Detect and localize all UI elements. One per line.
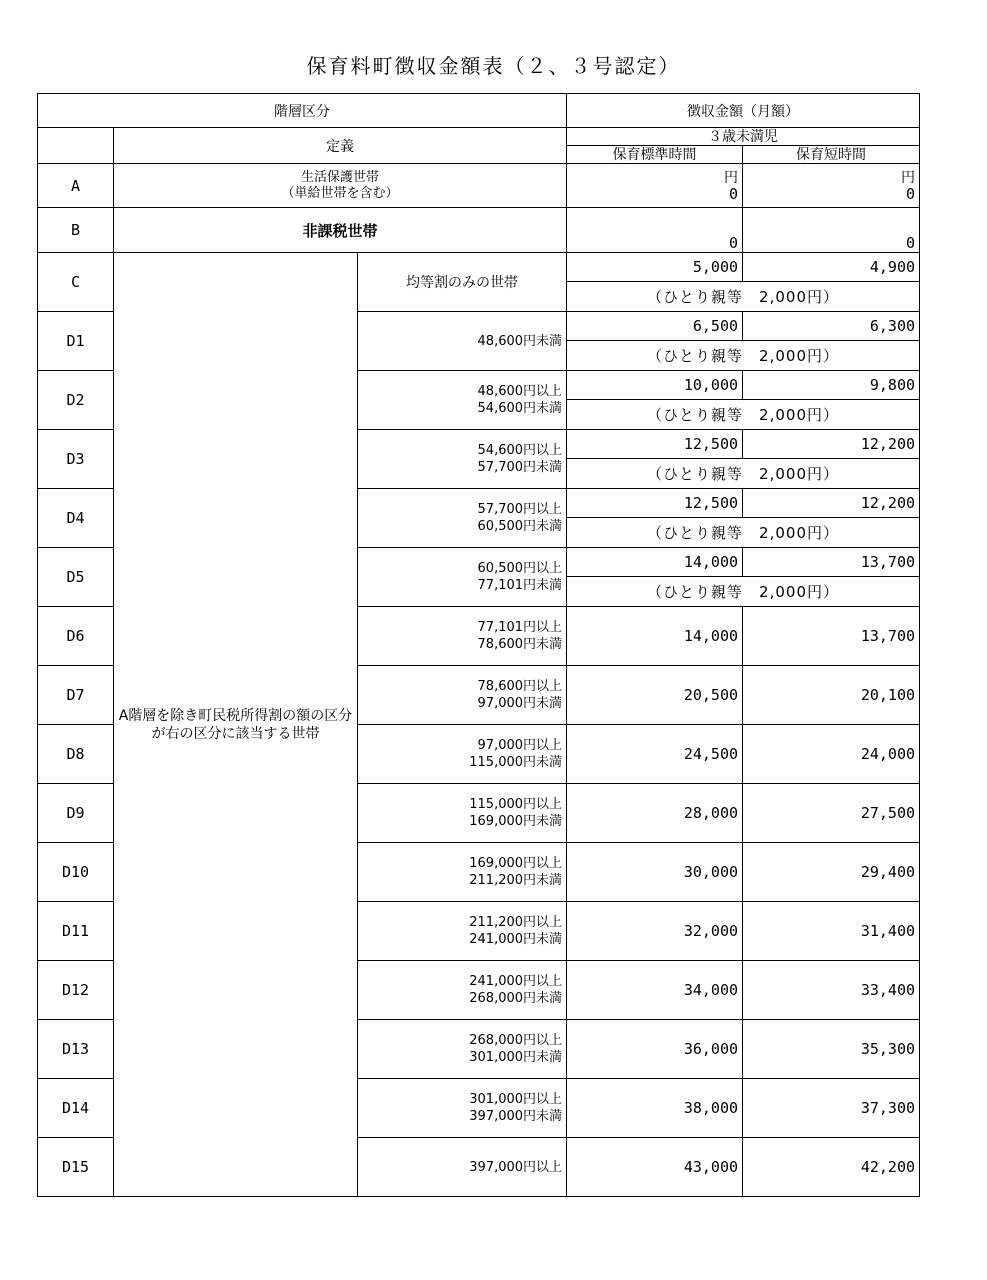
standard-time-amount: 34,000 [567,961,743,1020]
short-time-amount: 42,200 [743,1138,920,1197]
fee-table [37,93,920,1197]
income-range [358,371,567,430]
tier-code: D1 [38,312,114,371]
tier-code: B [38,208,114,253]
standard-time-amount: 28,000 [567,784,743,843]
short-time-amount: 27,500 [743,784,920,843]
tier-code: D12 [38,961,114,1020]
short-time-amount: 33,400 [743,961,920,1020]
standard-time-amount: 36,000 [567,1020,743,1079]
income-upper: 78,600円未満 [477,637,563,652]
short-time-amount: 37,300 [743,1079,920,1138]
tier-code: D7 [38,666,114,725]
income-lower: 77,101円以上 [477,620,563,635]
income-upper: 60,500円未満 [477,519,563,534]
short-time-amount: 29,400 [743,843,920,902]
income-upper: 57,700円未満 [477,460,563,475]
income-lower: 60,500円以上 [477,561,563,576]
income-range: 397,000円以上 [358,1138,567,1197]
income-lower: 268,000円以上 [469,1033,563,1048]
tier-code: D9 [38,784,114,843]
standard-time-amount: 6,500 [567,312,743,341]
tier-row [38,253,920,282]
income-range [358,1020,567,1079]
tier-code: D3 [38,430,114,489]
standard-time-amount: 30,000 [567,843,743,902]
income-lower: 97,000円以上 [477,738,563,753]
standard-time-amount: 32,000 [567,902,743,961]
income-range [358,607,567,666]
tier-code: A [38,164,114,208]
income-lower: 57,700円以上 [477,502,563,517]
short-time-amount: 12,200 [743,489,920,518]
tier-code: D8 [38,725,114,784]
standard-time-amount: 20,500 [567,666,743,725]
standard-time-amount: 14,000 [567,548,743,577]
short-time-amount: 35,300 [743,1020,920,1079]
income-lower: 169,000円以上 [469,856,563,871]
standard-time-amount: 0 [567,208,743,253]
standard-time-amount: 5,000 [567,253,743,282]
code-header-blank [38,128,114,164]
short-time-amount: 12,200 [743,430,920,459]
standard-time-amount: 24,500 [567,725,743,784]
income-range [358,961,567,1020]
tier-row-a [38,164,920,208]
short-time-amount [743,164,920,208]
income-range [358,430,567,489]
tier-code: D10 [38,843,114,902]
yen-unit: 円 [724,169,739,186]
under3-header: ３歳未満児 [567,128,920,146]
short-time-amount: 13,700 [743,548,920,577]
single-parent-note: （ひとり親等 2,000円） [567,459,920,489]
standard-time-amount: 14,000 [567,607,743,666]
tier-code: D13 [38,1020,114,1079]
standard-time-amount: 43,000 [567,1138,743,1197]
income-range [358,902,567,961]
income-range [358,666,567,725]
amount-value: 0 [729,184,739,203]
income-upper: 169,000円未満 [469,814,563,829]
income-lower: 211,200円以上 [469,915,563,930]
short-time-amount: 6,300 [743,312,920,341]
income-range: 48,600円未満 [358,312,567,371]
income-lower: 115,000円以上 [469,797,563,812]
tier-code: D4 [38,489,114,548]
tier-row-b [38,208,920,253]
income-range [358,548,567,607]
short-time-amount: 20,100 [743,666,920,725]
income-upper: 268,000円未満 [469,991,563,1006]
single-parent-note: （ひとり親等 2,000円） [567,400,920,430]
short-time-amount: 13,700 [743,607,920,666]
income-range [358,489,567,548]
single-parent-note: （ひとり親等 2,000円） [567,518,920,548]
header-row-1 [38,94,920,128]
tier-code: D11 [38,902,114,961]
monthly-amount-header: 徴収金額（月額） [567,94,920,128]
definition-line-1: 生活保護世帯 [301,169,380,185]
tier-definition: 非課税世帯 [114,208,567,253]
tier-code: D5 [38,548,114,607]
tier-definition [114,164,567,208]
income-range [358,1079,567,1138]
income-upper: 397,000円未満 [469,1109,563,1124]
tier-code: C [38,253,114,312]
single-parent-note: （ひとり親等 2,000円） [567,341,920,371]
tier-code: D15 [38,1138,114,1197]
income-range [358,725,567,784]
tier-code: D2 [38,371,114,430]
income-lower: 48,600円以上 [477,384,563,399]
income-upper: 115,000円未満 [469,755,563,770]
short-time-amount: 31,400 [743,902,920,961]
short-time-amount: 4,900 [743,253,920,282]
standard-time-amount: 12,500 [567,430,743,459]
income-upper: 211,200円未満 [469,873,563,888]
short-time-header: 保育短時間 [743,146,920,164]
definition-line-2: （単給世帯を含む） [281,185,399,201]
income-range: 均等割のみの世帯 [358,253,567,312]
income-upper: 241,000円未満 [469,932,563,947]
page-title: 保育料町徴収金額表（２、３号認定） [306,54,681,78]
income-lower: 78,600円以上 [477,679,563,694]
merged-definition: A階層を除き町民税所得割の額の区分が右の区分に該当する世帯 [114,253,358,1197]
tier-division-header: 階層区分 [38,94,567,128]
amount-value: 0 [906,184,916,203]
single-parent-note: （ひとり親等 2,000円） [567,577,920,607]
single-parent-note: （ひとり親等 2,000円） [567,282,920,312]
definition-header: 定義 [114,128,567,164]
standard-time-amount: 10,000 [567,371,743,400]
yen-unit: 円 [901,169,916,186]
income-upper: 97,000円未満 [477,696,563,711]
income-lower: 54,600円以上 [477,443,563,458]
short-time-amount: 9,800 [743,371,920,400]
income-lower: 241,000円以上 [469,974,563,989]
short-time-amount: 0 [743,208,920,253]
short-time-amount: 24,000 [743,725,920,784]
income-upper: 77,101円未満 [477,578,563,593]
header-row-2 [38,128,920,146]
income-upper: 301,000円未満 [469,1050,563,1065]
income-range [358,843,567,902]
standard-time-header: 保育標準時間 [567,146,743,164]
tier-code: D6 [38,607,114,666]
income-range [358,784,567,843]
income-upper: 54,600円未満 [477,401,563,416]
standard-time-amount: 12,500 [567,489,743,518]
standard-time-amount [567,164,743,208]
standard-time-amount: 38,000 [567,1079,743,1138]
income-lower: 301,000円以上 [469,1092,563,1107]
tier-code: D14 [38,1079,114,1138]
